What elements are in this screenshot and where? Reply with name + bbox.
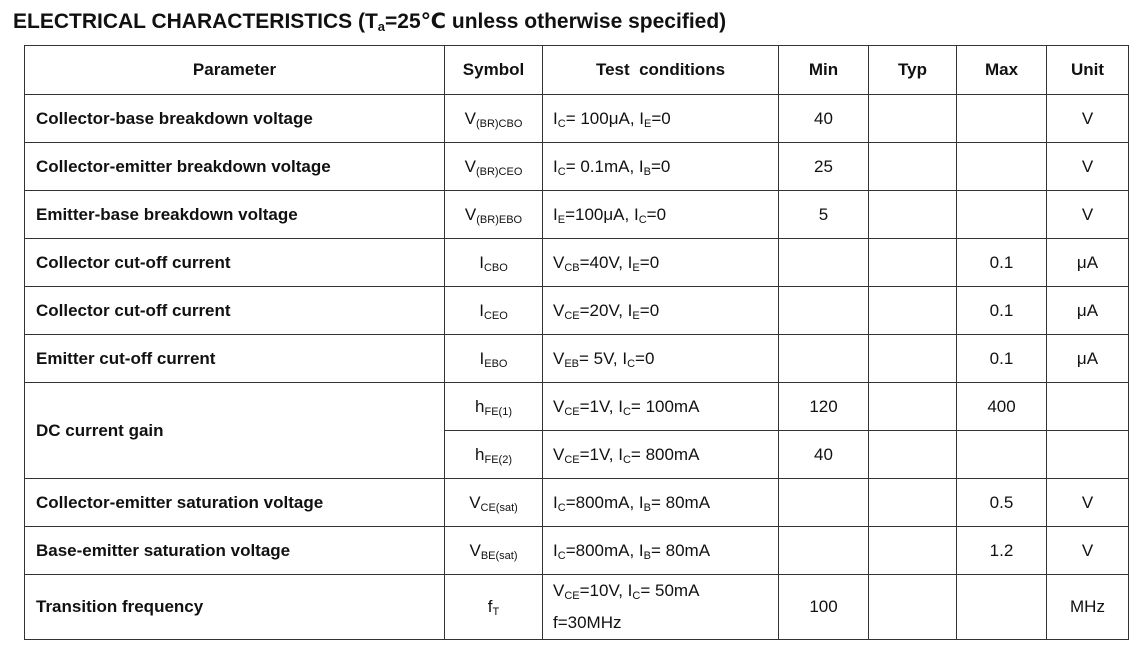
min-cell	[779, 239, 869, 287]
condition-text: I	[553, 204, 558, 224]
min-cell	[779, 479, 869, 527]
condition-text: =800mA, I	[565, 540, 644, 560]
parameter-cell: Emitter cut-off current	[25, 335, 445, 383]
min-cell	[779, 527, 869, 575]
symbol-base: I	[479, 300, 484, 320]
max-cell: 400	[957, 383, 1047, 431]
table-row	[25, 95, 1129, 143]
condition-subscript: C	[627, 357, 636, 370]
unit-cell: μA	[1047, 287, 1129, 335]
condition-subscript: CE	[564, 453, 580, 466]
typ-cell	[869, 143, 957, 191]
typ-cell	[869, 575, 957, 640]
header-typ: Typ	[869, 46, 957, 95]
conditions-cell	[543, 335, 779, 383]
condition-text: V	[553, 396, 565, 416]
header-test-conditions: Test conditions	[543, 46, 779, 95]
symbol-cell	[445, 527, 543, 575]
parameter-cell: Base-emitter saturation voltage	[25, 527, 445, 575]
symbol-cell	[445, 383, 543, 431]
condition-text: I	[553, 156, 558, 176]
symbol-base: f	[487, 597, 493, 616]
title-text-suffix: =25℃ unless otherwise specified)	[385, 10, 727, 33]
condition-subscript: C	[622, 405, 631, 418]
condition-text: = 50mA	[640, 581, 700, 600]
parameter-cell: Collector-base breakdown voltage	[25, 95, 445, 143]
symbol-cell	[445, 239, 543, 287]
typ-cell	[869, 95, 957, 143]
table-row	[25, 143, 1129, 191]
condition-text: =0	[635, 348, 655, 368]
min-cell: 40	[779, 95, 869, 143]
min-cell	[779, 287, 869, 335]
condition-line	[553, 151, 778, 183]
max-cell: 0.5	[957, 479, 1047, 527]
condition-text: =0	[650, 156, 671, 176]
symbol-cell	[445, 95, 543, 143]
max-cell	[957, 95, 1047, 143]
condition-line	[553, 487, 778, 519]
title-text: ELECTRICAL CHARACTERISTICS (T	[13, 10, 378, 33]
condition-text: = 80mA	[651, 540, 711, 560]
symbol-cell	[445, 191, 543, 239]
max-cell: 0.1	[957, 239, 1047, 287]
unit-cell: V	[1047, 191, 1129, 239]
conditions-cell	[543, 239, 779, 287]
unit-cell	[1047, 383, 1129, 431]
condition-subscript: C	[632, 590, 641, 602]
condition-subscript: C	[557, 501, 566, 514]
condition-text: V	[553, 252, 565, 272]
condition-text: =0	[639, 252, 660, 272]
page-title	[13, 9, 726, 34]
symbol-subscript: FE(1)	[484, 405, 512, 418]
table-row	[25, 527, 1129, 575]
condition-text: =800mA, I	[565, 492, 644, 512]
symbol-base: V	[464, 204, 477, 224]
header-min: Min	[779, 46, 869, 95]
typ-cell	[869, 527, 957, 575]
symbol-cell	[445, 143, 543, 191]
condition-text: V	[553, 300, 565, 320]
condition-text: =40V, I	[579, 252, 633, 272]
symbol-cell	[445, 575, 543, 640]
max-cell: 0.1	[957, 287, 1047, 335]
conditions-cell	[543, 95, 779, 143]
table-row	[25, 335, 1129, 383]
unit-cell: V	[1047, 479, 1129, 527]
typ-cell	[869, 479, 957, 527]
symbol-cell	[445, 479, 543, 527]
condition-subscript: E	[632, 309, 640, 322]
symbol-cell	[445, 431, 543, 479]
condition-subscript: C	[557, 117, 566, 130]
symbol-base: h	[475, 444, 485, 464]
condition-line	[553, 199, 778, 231]
condition-subscript: CE	[564, 590, 580, 602]
header-parameter: Parameter	[25, 46, 445, 95]
unit-cell: μA	[1047, 239, 1129, 287]
condition-text: = 800mA	[630, 444, 700, 464]
symbol-subscript: CEO	[483, 309, 508, 322]
symbol-subscript: CBO	[483, 261, 508, 274]
condition-subscript: B	[643, 501, 651, 514]
condition-subscript: C	[638, 213, 647, 226]
max-cell	[957, 191, 1047, 239]
typ-cell	[869, 287, 957, 335]
condition-line	[553, 343, 778, 375]
condition-line	[553, 439, 778, 471]
symbol-cell	[445, 335, 543, 383]
max-cell: 0.1	[957, 335, 1047, 383]
table-row	[25, 287, 1129, 335]
condition-text: = 100μA, I	[565, 108, 645, 128]
parameter-cell: DC current gain	[25, 383, 445, 479]
typ-cell	[869, 431, 957, 479]
condition-subscript: CE	[564, 405, 580, 418]
parameter-cell: Collector cut-off current	[25, 287, 445, 335]
symbol-base: V	[469, 492, 481, 512]
typ-cell	[869, 383, 957, 431]
header-symbol: Symbol	[445, 46, 543, 95]
parameter-cell: Collector-emitter saturation voltage	[25, 479, 445, 527]
condition-subscript: B	[643, 549, 651, 562]
condition-text: = 100mA	[630, 396, 700, 416]
conditions-cell	[543, 575, 779, 640]
min-cell: 120	[779, 383, 869, 431]
condition-text: V	[553, 348, 565, 368]
min-cell: 25	[779, 143, 869, 191]
condition-line	[553, 607, 778, 639]
condition-text: V	[553, 581, 565, 600]
condition-line	[553, 247, 778, 279]
symbol-subscript: EBO	[484, 357, 508, 370]
max-cell: 1.2	[957, 527, 1047, 575]
unit-cell: V	[1047, 95, 1129, 143]
typ-cell	[869, 239, 957, 287]
symbol-cell	[445, 287, 543, 335]
symbol-base: V	[464, 156, 476, 176]
header-unit: Unit	[1047, 46, 1129, 95]
condition-subscript: E	[557, 213, 566, 226]
condition-text: =1V, I	[579, 444, 623, 464]
condition-subscript: CB	[564, 261, 580, 274]
symbol-base: h	[475, 396, 485, 416]
conditions-cell	[543, 383, 779, 431]
min-cell: 100	[779, 575, 869, 640]
max-cell	[957, 143, 1047, 191]
min-cell: 40	[779, 431, 869, 479]
condition-text: =100μA, I	[565, 204, 639, 224]
condition-subscript: E	[632, 261, 640, 274]
table-row	[25, 383, 1129, 431]
condition-text: I	[553, 492, 558, 512]
table-header-row	[25, 46, 1129, 95]
electrical-characteristics-table	[24, 45, 1129, 640]
condition-subscript: C	[557, 165, 566, 178]
unit-cell: μA	[1047, 335, 1129, 383]
condition-text: =0	[646, 204, 667, 224]
max-cell	[957, 431, 1047, 479]
title-subscript: a	[377, 19, 386, 34]
header-max: Max	[957, 46, 1047, 95]
unit-cell: V	[1047, 143, 1129, 191]
conditions-cell	[543, 527, 779, 575]
condition-text: = 0.1mA, I	[565, 156, 644, 176]
symbol-base: I	[479, 348, 485, 368]
condition-subscript: CE	[564, 309, 580, 322]
condition-line	[553, 295, 778, 327]
condition-text: =1V, I	[579, 396, 623, 416]
condition-text: I	[553, 108, 558, 128]
symbol-subscript: (BR)EBO	[476, 213, 523, 226]
conditions-cell	[543, 431, 779, 479]
condition-text: V	[553, 444, 565, 464]
unit-cell: MHz	[1047, 575, 1129, 640]
table-row	[25, 191, 1129, 239]
parameter-cell: Collector-emitter breakdown voltage	[25, 143, 445, 191]
parameter-cell: Collector cut-off current	[25, 239, 445, 287]
condition-line	[553, 535, 778, 567]
min-cell: 5	[779, 191, 869, 239]
condition-subscript: B	[643, 165, 651, 178]
symbol-subscript: BE(sat)	[480, 549, 518, 562]
condition-line	[553, 103, 778, 135]
unit-cell: V	[1047, 527, 1129, 575]
condition-text: =0	[639, 300, 660, 320]
unit-cell	[1047, 431, 1129, 479]
symbol-subscript: CE(sat)	[480, 501, 518, 514]
typ-cell	[869, 191, 957, 239]
symbol-subscript: (BR)CBO	[475, 117, 523, 130]
symbol-base: I	[479, 252, 484, 272]
conditions-cell	[543, 287, 779, 335]
condition-text: =20V, I	[579, 300, 633, 320]
max-cell	[957, 575, 1047, 640]
condition-text: I	[553, 540, 558, 560]
table-row	[25, 575, 1129, 640]
symbol-subscript: FE(2)	[484, 453, 512, 466]
condition-subscript: EB	[564, 357, 580, 370]
symbol-base: V	[469, 540, 481, 560]
symbol-subscript: T	[492, 606, 500, 618]
conditions-cell	[543, 143, 779, 191]
condition-subscript: C	[557, 549, 566, 562]
parameter-cell: Transition frequency	[25, 575, 445, 640]
condition-line	[553, 575, 778, 607]
typ-cell	[869, 335, 957, 383]
condition-subscript: E	[644, 117, 652, 130]
conditions-cell	[543, 479, 779, 527]
conditions-cell	[543, 191, 779, 239]
condition-line	[553, 391, 778, 423]
condition-subscript: C	[622, 453, 631, 466]
condition-text: = 5V, I	[579, 348, 628, 368]
condition-text: f=30MHz	[553, 613, 622, 632]
condition-text: =0	[651, 108, 671, 128]
condition-text: =10V, I	[579, 581, 633, 600]
parameter-cell: Emitter-base breakdown voltage	[25, 191, 445, 239]
condition-text: = 80mA	[651, 492, 711, 512]
symbol-base: V	[464, 108, 476, 128]
table-row	[25, 239, 1129, 287]
min-cell	[779, 335, 869, 383]
symbol-subscript: (BR)CEO	[475, 165, 523, 178]
table-row	[25, 479, 1129, 527]
